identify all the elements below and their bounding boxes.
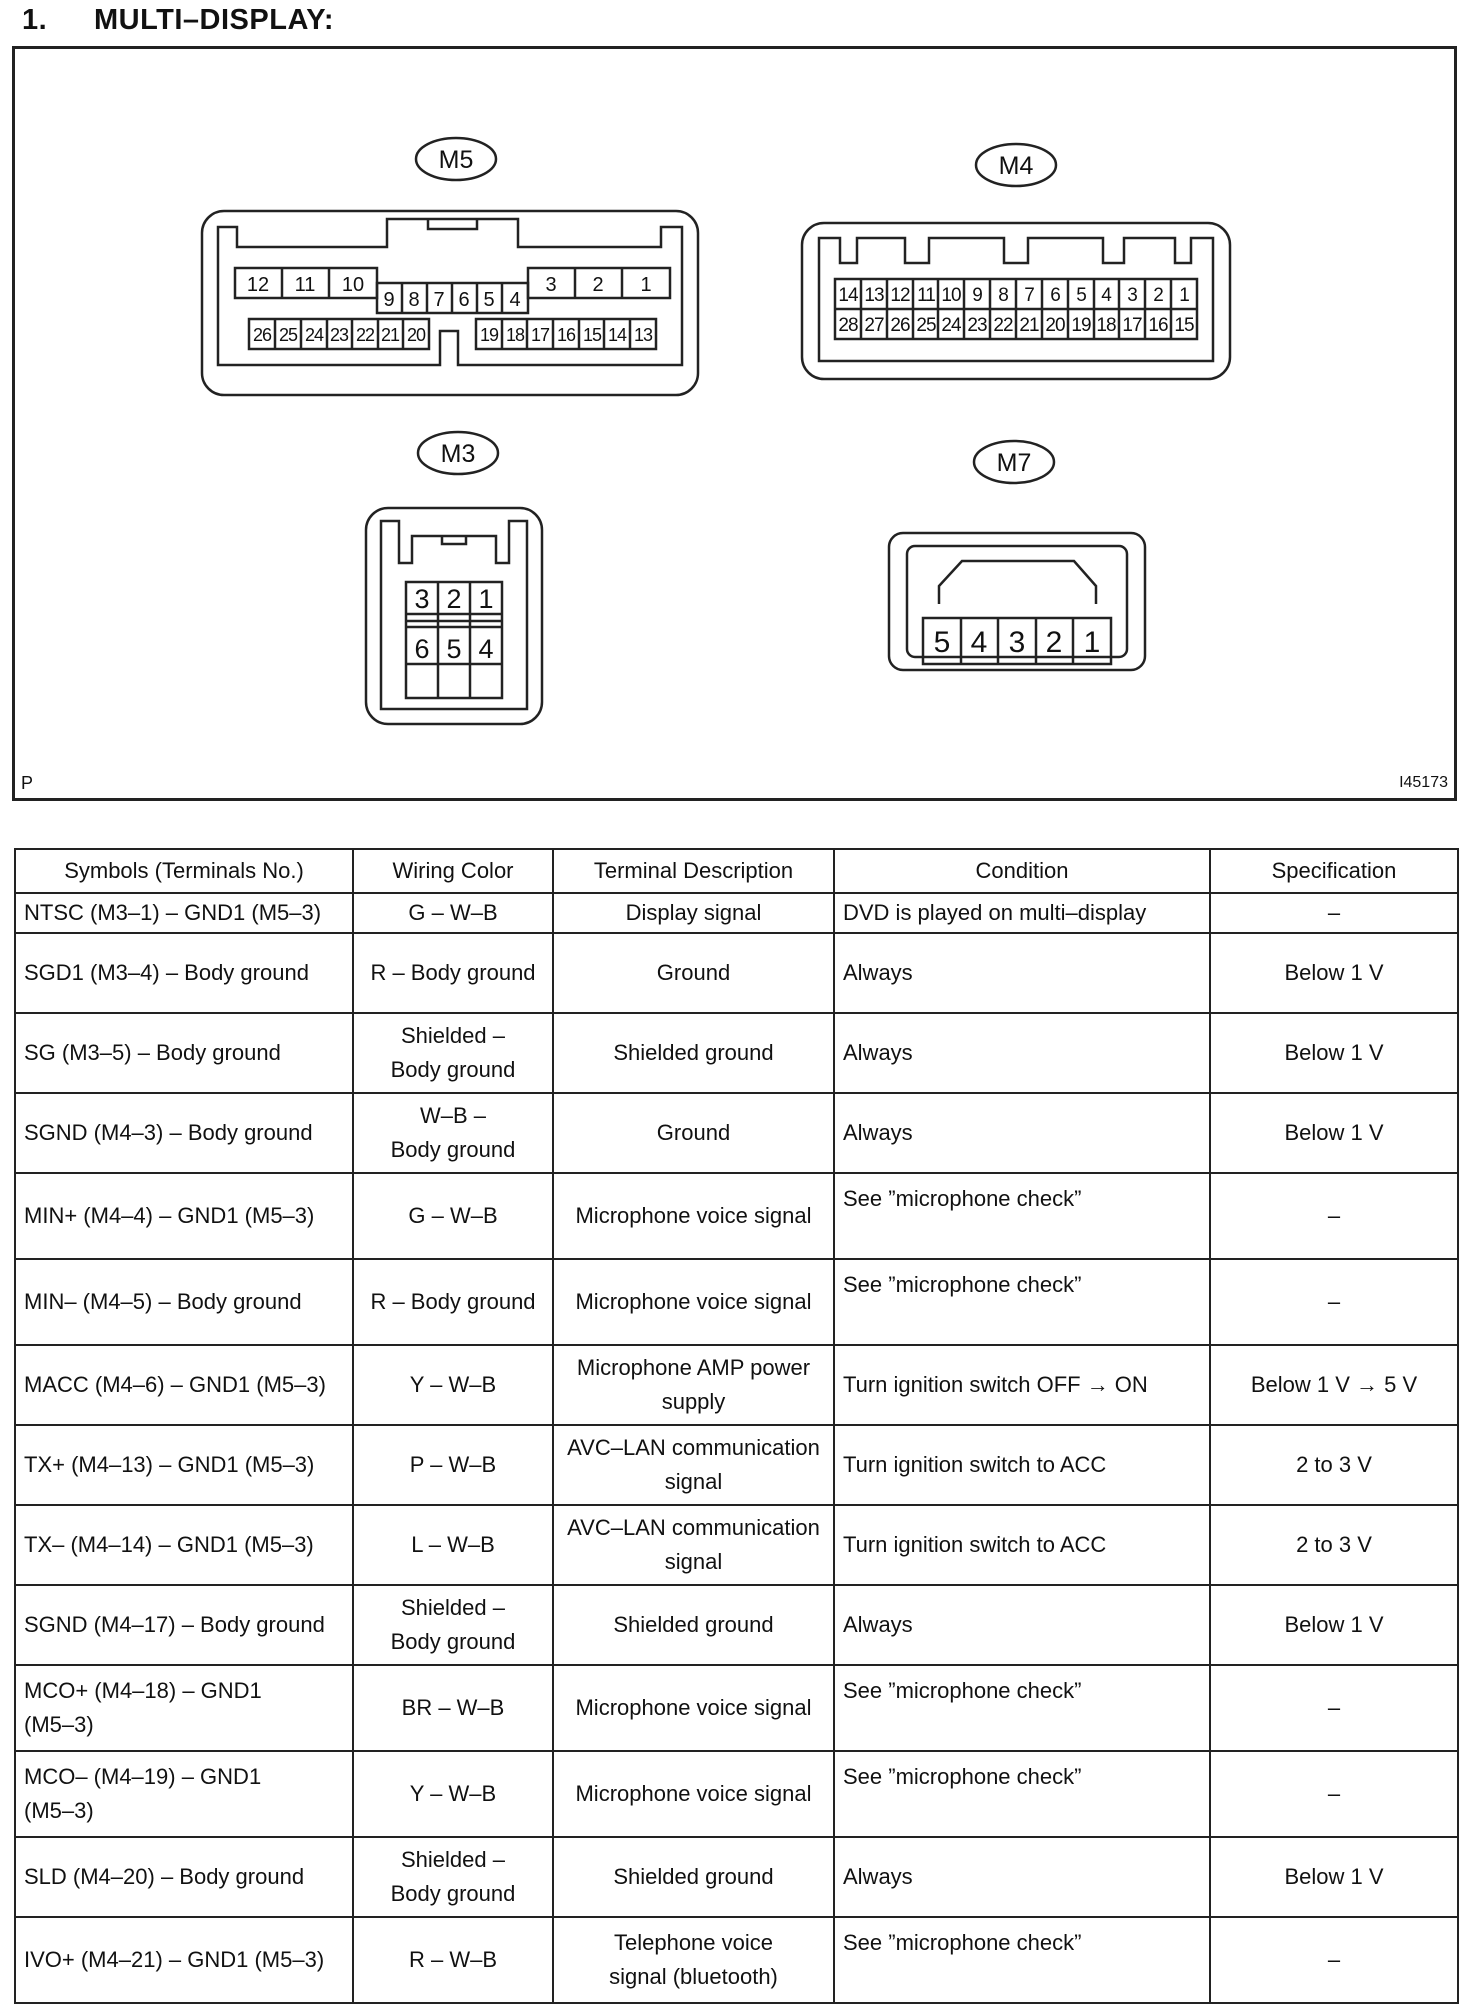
cell-wiring-color: BR – W–B bbox=[353, 1665, 553, 1751]
m5-pin-1: 1 bbox=[640, 274, 652, 296]
header-terminal-description: Terminal Description bbox=[553, 849, 834, 893]
cell-terminal-description: Ground bbox=[553, 933, 834, 1013]
m3-pin-4: 4 bbox=[478, 634, 494, 664]
m3-pin-6: 6 bbox=[414, 634, 430, 664]
m4-pin-20: 20 bbox=[1045, 315, 1065, 336]
cell-specification: – bbox=[1210, 893, 1458, 933]
table-row bbox=[15, 1173, 1458, 1259]
section-heading bbox=[22, 4, 334, 37]
cell-terminal-description: Telephone voice signal (bluetooth) bbox=[553, 1917, 834, 2003]
connector-m3-label: M3 bbox=[440, 440, 476, 468]
m5-pin-19: 19 bbox=[479, 325, 499, 345]
cell-specification: Below 1 V bbox=[1210, 1013, 1458, 1093]
m4-pin-4: 4 bbox=[1101, 285, 1111, 306]
cell-terminal-description: AVC–LAN communication signal bbox=[553, 1505, 834, 1585]
cell-condition: See ”microphone check” bbox=[834, 1917, 1210, 2003]
table-row bbox=[15, 1505, 1458, 1585]
m7-pin-1: 1 bbox=[1083, 626, 1101, 659]
cell-wiring-color: Shielded – Body ground bbox=[353, 1013, 553, 1093]
m4-pin-19: 19 bbox=[1071, 315, 1091, 336]
connector-m5 bbox=[202, 138, 698, 395]
table-row bbox=[15, 933, 1458, 1013]
table-row bbox=[15, 1259, 1458, 1345]
connector-figure bbox=[12, 46, 1457, 801]
m5-pin-18: 18 bbox=[505, 325, 525, 345]
m4-pin-7: 7 bbox=[1024, 285, 1034, 306]
cell-symbol: SLD (M4–20) – Body ground bbox=[15, 1837, 353, 1917]
cell-condition: See ”microphone check” bbox=[834, 1259, 1210, 1345]
m4-pin-6: 6 bbox=[1050, 285, 1060, 306]
m5-pin-9: 9 bbox=[383, 289, 395, 311]
m3-pin-5: 5 bbox=[446, 634, 462, 664]
m4-pin-24: 24 bbox=[941, 315, 961, 336]
cell-terminal-description: Microphone voice signal bbox=[553, 1751, 834, 1837]
m5-pin-26: 26 bbox=[252, 325, 272, 345]
cell-specification: Below 1 V bbox=[1210, 1585, 1458, 1665]
cell-wiring-color: R – Body ground bbox=[353, 933, 553, 1013]
table-row bbox=[15, 893, 1458, 933]
cell-wiring-color: Y – W–B bbox=[353, 1345, 553, 1425]
cell-symbol: IVO+ (M4–21) – GND1 (M5–3) bbox=[15, 1917, 353, 2003]
cell-specification: – bbox=[1210, 1751, 1458, 1837]
cell-specification: – bbox=[1210, 1259, 1458, 1345]
m4-pin-23: 23 bbox=[967, 315, 987, 336]
m3-pin-1: 1 bbox=[478, 584, 494, 614]
cell-specification: – bbox=[1210, 1173, 1458, 1259]
m5-pin-22: 22 bbox=[355, 325, 375, 345]
cell-symbol: MACC (M4–6) – GND1 (M5–3) bbox=[15, 1345, 353, 1425]
cell-condition: Always bbox=[834, 933, 1210, 1013]
cell-condition: Always bbox=[834, 1837, 1210, 1917]
m5-pin-23: 23 bbox=[329, 325, 349, 345]
m4-pin-14: 14 bbox=[838, 285, 858, 306]
table-body bbox=[15, 893, 1458, 2003]
cell-condition: Always bbox=[834, 1093, 1210, 1173]
cell-wiring-color: R – W–B bbox=[353, 1917, 553, 2003]
cell-specification: Below 1 V → 5 V bbox=[1210, 1345, 1458, 1425]
cell-condition: Turn ignition switch to ACC bbox=[834, 1505, 1210, 1585]
m4-pin-8: 8 bbox=[998, 285, 1008, 306]
cell-specification: 2 to 3 V bbox=[1210, 1505, 1458, 1585]
connector-diagram bbox=[15, 49, 1454, 798]
cell-wiring-color: W–B – Body ground bbox=[353, 1093, 553, 1173]
table-row bbox=[15, 1345, 1458, 1425]
cell-wiring-color: Shielded – Body ground bbox=[353, 1837, 553, 1917]
header-symbols: Symbols (Terminals No.) bbox=[15, 849, 353, 893]
cell-terminal-description: Display signal bbox=[553, 893, 834, 933]
cell-wiring-color: R – Body ground bbox=[353, 1259, 553, 1345]
cell-terminal-description: Microphone voice signal bbox=[553, 1259, 834, 1345]
m4-pin-11: 11 bbox=[917, 285, 935, 306]
cell-symbol: NTSC (M3–1) – GND1 (M5–3) bbox=[15, 893, 353, 933]
table-row bbox=[15, 1013, 1458, 1093]
m4-pin-1: 1 bbox=[1179, 285, 1189, 306]
m5-pin-7: 7 bbox=[433, 289, 445, 311]
cell-wiring-color: Y – W–B bbox=[353, 1751, 553, 1837]
connector-m7-label: M7 bbox=[996, 449, 1032, 477]
table-header-row bbox=[15, 849, 1458, 893]
cell-specification: Below 1 V bbox=[1210, 1093, 1458, 1173]
cell-specification: Below 1 V bbox=[1210, 1837, 1458, 1917]
m5-pin-21: 21 bbox=[380, 325, 400, 345]
cell-condition: See ”microphone check” bbox=[834, 1173, 1210, 1259]
cell-terminal-description: Microphone AMP power supply bbox=[553, 1345, 834, 1425]
figure-reference-id: I45173 bbox=[1399, 774, 1448, 791]
m5-pin-13: 13 bbox=[633, 325, 653, 345]
cell-wiring-color: L – W–B bbox=[353, 1505, 553, 1585]
cell-terminal-description: Shielded ground bbox=[553, 1837, 834, 1917]
m5-pin-16: 16 bbox=[556, 325, 576, 345]
section-title: MULTI–DISPLAY: bbox=[94, 4, 335, 36]
cell-symbol: SG (M3–5) – Body ground bbox=[15, 1013, 353, 1093]
m7-pin-3: 3 bbox=[1008, 626, 1026, 659]
table-row bbox=[15, 1917, 1458, 2003]
m4-pin-18: 18 bbox=[1096, 315, 1116, 336]
m3-pin-2: 2 bbox=[446, 584, 462, 614]
m5-pin-15: 15 bbox=[582, 325, 602, 345]
table-row bbox=[15, 1585, 1458, 1665]
m4-pin-5: 5 bbox=[1076, 285, 1086, 306]
cell-condition: Turn ignition switch to ACC bbox=[834, 1425, 1210, 1505]
m4-pin-21: 21 bbox=[1019, 315, 1039, 336]
cell-symbol: SGND (M4–3) – Body ground bbox=[15, 1093, 353, 1173]
m5-pin-17: 17 bbox=[530, 325, 550, 345]
cell-terminal-description: AVC–LAN communication signal bbox=[553, 1425, 834, 1505]
cell-wiring-color: G – W–B bbox=[353, 1173, 553, 1259]
m4-pin-9: 9 bbox=[972, 285, 982, 306]
cell-wiring-color: Shielded – Body ground bbox=[353, 1585, 553, 1665]
cell-condition: Always bbox=[834, 1585, 1210, 1665]
cell-specification: – bbox=[1210, 1665, 1458, 1751]
connector-m7 bbox=[889, 441, 1145, 670]
cell-symbol: MCO– (M4–19) – GND1 (M5–3) bbox=[15, 1751, 353, 1837]
m5-pin-20: 20 bbox=[406, 325, 426, 345]
table-row bbox=[15, 1837, 1458, 1917]
header-condition: Condition bbox=[834, 849, 1210, 893]
m5-pin-10: 10 bbox=[341, 274, 365, 296]
cell-symbol: TX– (M4–14) – GND1 (M5–3) bbox=[15, 1505, 353, 1585]
section-number: 1. bbox=[22, 4, 48, 36]
cell-symbol: MCO+ (M4–18) – GND1 (M5–3) bbox=[15, 1665, 353, 1751]
m4-pin-3: 3 bbox=[1127, 285, 1137, 306]
figure-corner-label: P bbox=[21, 773, 34, 793]
cell-symbol: MIN– (M4–5) – Body ground bbox=[15, 1259, 353, 1345]
m5-pin-8: 8 bbox=[408, 289, 420, 311]
connector-m4 bbox=[802, 144, 1230, 379]
table-row bbox=[15, 1665, 1458, 1751]
m5-pin-12: 12 bbox=[246, 274, 270, 296]
m4-pin-22: 22 bbox=[993, 315, 1013, 336]
m5-pin-3: 3 bbox=[545, 274, 557, 296]
cell-symbol: SGD1 (M3–4) – Body ground bbox=[15, 933, 353, 1013]
cell-terminal-description: Ground bbox=[553, 1093, 834, 1173]
m4-pin-15: 15 bbox=[1174, 315, 1194, 336]
connector-m4-label: M4 bbox=[998, 152, 1034, 180]
m4-pin-27: 27 bbox=[864, 315, 884, 336]
m7-pin-2: 2 bbox=[1045, 626, 1063, 659]
m4-pin-28: 28 bbox=[838, 315, 858, 336]
cell-specification: Below 1 V bbox=[1210, 933, 1458, 1013]
cell-wiring-color: P – W–B bbox=[353, 1425, 553, 1505]
m5-pin-5: 5 bbox=[483, 289, 495, 311]
m5-pin-11: 11 bbox=[294, 274, 316, 296]
m4-pin-12: 12 bbox=[890, 285, 910, 306]
cell-condition: See ”microphone check” bbox=[834, 1665, 1210, 1751]
m5-pin-24: 24 bbox=[304, 325, 324, 345]
header-specification: Specification bbox=[1210, 849, 1458, 893]
m3-pin-3: 3 bbox=[414, 584, 430, 614]
cell-symbol: SGND (M4–17) – Body ground bbox=[15, 1585, 353, 1665]
header-wiring-color: Wiring Color bbox=[353, 849, 553, 893]
m7-pin-5: 5 bbox=[933, 626, 951, 659]
m4-pin-17: 17 bbox=[1122, 315, 1142, 336]
table-row bbox=[15, 1093, 1458, 1173]
m4-pin-2: 2 bbox=[1153, 285, 1163, 306]
cell-terminal-description: Microphone voice signal bbox=[553, 1665, 834, 1751]
cell-symbol: MIN+ (M4–4) – GND1 (M5–3) bbox=[15, 1173, 353, 1259]
m4-pin-10: 10 bbox=[941, 285, 961, 306]
connector-m5-label: M5 bbox=[438, 146, 474, 174]
cell-specification: – bbox=[1210, 1917, 1458, 2003]
m4-pin-13: 13 bbox=[864, 285, 884, 306]
cell-symbol: TX+ (M4–13) – GND1 (M5–3) bbox=[15, 1425, 353, 1505]
cell-condition: See ”microphone check” bbox=[834, 1751, 1210, 1837]
cell-condition: Turn ignition switch OFF → ON bbox=[834, 1345, 1210, 1425]
cell-terminal-description: Shielded ground bbox=[553, 1013, 834, 1093]
cell-wiring-color: G – W–B bbox=[353, 893, 553, 933]
m5-pin-25: 25 bbox=[278, 325, 298, 345]
terminal-spec-table bbox=[14, 848, 1459, 2004]
m4-pin-16: 16 bbox=[1148, 315, 1168, 336]
m5-pin-14: 14 bbox=[607, 325, 627, 345]
connector-m3 bbox=[366, 432, 542, 724]
m5-pin-4: 4 bbox=[509, 289, 521, 311]
m5-pin-6: 6 bbox=[458, 289, 470, 311]
m7-pin-4: 4 bbox=[970, 626, 988, 659]
table-row bbox=[15, 1425, 1458, 1505]
cell-condition: Always bbox=[834, 1013, 1210, 1093]
m5-pin-2: 2 bbox=[592, 274, 604, 296]
m4-pin-26: 26 bbox=[890, 315, 910, 336]
table-row bbox=[15, 1751, 1458, 1837]
m4-pin-25: 25 bbox=[916, 315, 936, 336]
cell-terminal-description: Shielded ground bbox=[553, 1585, 834, 1665]
cell-condition: DVD is played on multi–display bbox=[834, 893, 1210, 933]
cell-terminal-description: Microphone voice signal bbox=[553, 1173, 834, 1259]
cell-specification: 2 to 3 V bbox=[1210, 1425, 1458, 1505]
